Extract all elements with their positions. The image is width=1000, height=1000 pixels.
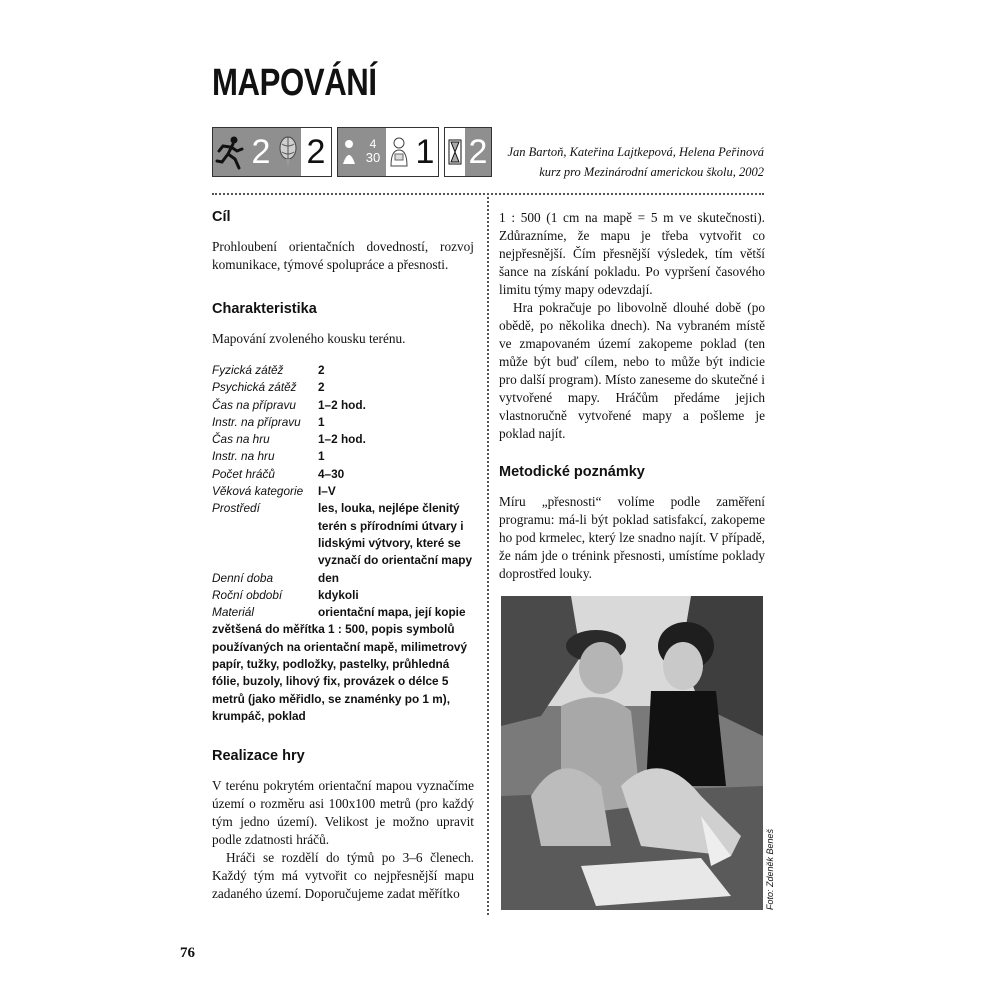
photo-credit: Foto: Zdeněk Beneš: [765, 828, 775, 910]
authors-names: Jan Bartoň, Kateřina Lajtkepová, Helena Peřinová: [507, 145, 764, 159]
realizace-p2: Hráči se rozdělí do týmů po 3–6 členech. Každý tým má vytvořit co nejpřesnější mapu zadaného území. Doporučujeme zadat měřítko: [212, 850, 474, 902]
param-row: Prostředí les, louka, nejlépe členitý terén s přírodními útvary i lidskými výtvory, které se vyznačí do orientační mapy: [212, 501, 473, 568]
dotted-divider: [212, 193, 764, 195]
parameter-list: [212, 362, 474, 725]
right-p1: 1 : 500 (1 cm na mapě = 5 m ve skutečnosti). Zdůrazníme, že mapu je třeba vytvořit co nejpřesnější. Čím přesnější výsledek, tím větší šance na získání pokladu. Po vypršení časového limitu týmy mapy odevzdají.: [499, 210, 765, 297]
param-row: Roční období kdykoli: [212, 587, 359, 602]
players-instructors-box: [337, 127, 439, 177]
time-box: [444, 127, 492, 177]
left-column: [212, 208, 474, 903]
param-row: Psychická zátěž 2: [212, 380, 325, 395]
cil-text: Prohloubení orientačních dovedností, rozvoj komunikace, týmové spolupráce a přesnosti.: [212, 239, 474, 272]
realizace-heading: Realizace hry: [212, 748, 305, 765]
players-icon: [338, 128, 360, 176]
right-column: [499, 209, 765, 583]
param-row: Věková kategorie I–V: [212, 484, 336, 499]
realizace-p1: V terénu pokrytém orientační mapou vyznačíme území o rozměru asi 100x100 metrů (pro každý tým jedno území). Velikost je možno upravit podle zdatnosti hráčů.: [212, 778, 474, 848]
runner-icon: [213, 128, 247, 176]
param-row: Fyzická zátěž 2: [212, 363, 325, 377]
param-row: Čas na přípravu 1–2 hod.: [212, 397, 366, 412]
hourglass-icon: [445, 128, 465, 176]
column-divider: [487, 197, 489, 915]
page-number: 76: [180, 945, 195, 961]
right-p2: Hra pokračuje po libovolně dlouhé době (po obědě, po několika dnech). Na vybraném místě ve zmapovaném území zakopeme poklad (ten může být buď cílem, nebo to může být indicie pro další program). Místo zaneseme do skutečné i vytvořené mapy. Hráčům předáme jejich vlastnoručně vytvořené mapy a pošleme je poklad najít.: [499, 300, 765, 441]
param-row: Materiál orientační mapa, její kopie: [212, 605, 466, 620]
charakteristika-heading: Charakteristika: [212, 301, 317, 317]
mental-value: 2: [301, 128, 331, 176]
param-row: Počet hráčů 4–30: [212, 466, 345, 481]
authors: [507, 142, 764, 182]
physical-value: 2: [247, 128, 275, 176]
param-row: Instr. na hru 1: [212, 449, 325, 464]
material-continuation: zvětšená do měřítka 1 : 500, popis symbolů používaných na orientační mapě, milimetrový papír, tužky, podložky, pastelky, průhledná fólie, buzoly, lihový fix, provázek o délce 5 metrů (jako měřidlo, se znaménky po 1 m), krumpáč, poklad: [212, 622, 468, 723]
photo: [501, 596, 763, 910]
authors-course: kurz pro Mezinárodní americkou školu, 2002: [539, 165, 764, 179]
instructors-value: 1: [412, 128, 438, 176]
brain-icon: [275, 128, 301, 176]
rating-icons: [212, 127, 492, 175]
metodicke-heading: Metodické poznámky: [499, 464, 645, 480]
instructor-icon: [386, 128, 412, 176]
physical-mental-box: [212, 127, 332, 177]
param-row: Denní doba den: [212, 570, 339, 585]
param-row: Instr. na přípravu 1: [212, 414, 325, 429]
charakteristika-text: Mapování zvoleného kousku terénu.: [212, 331, 406, 346]
metodicke-text: Míru „přesnosti“ volíme podle zaměření programu: má-li být poklad satisfakcí, zakopeme ho pod krmelec, který lze snadno najít. V případě, že nám jde o trénink přesnosti, umístíme poklady doprostřed louky.: [499, 494, 765, 581]
players-range: 4 30: [360, 128, 386, 176]
time-value: 2: [465, 128, 491, 176]
cil-heading: Cíl: [212, 209, 231, 225]
page-title: MAPOVÁNÍ: [212, 62, 377, 104]
param-row: Čas na hru 1–2 hod.: [212, 432, 366, 447]
